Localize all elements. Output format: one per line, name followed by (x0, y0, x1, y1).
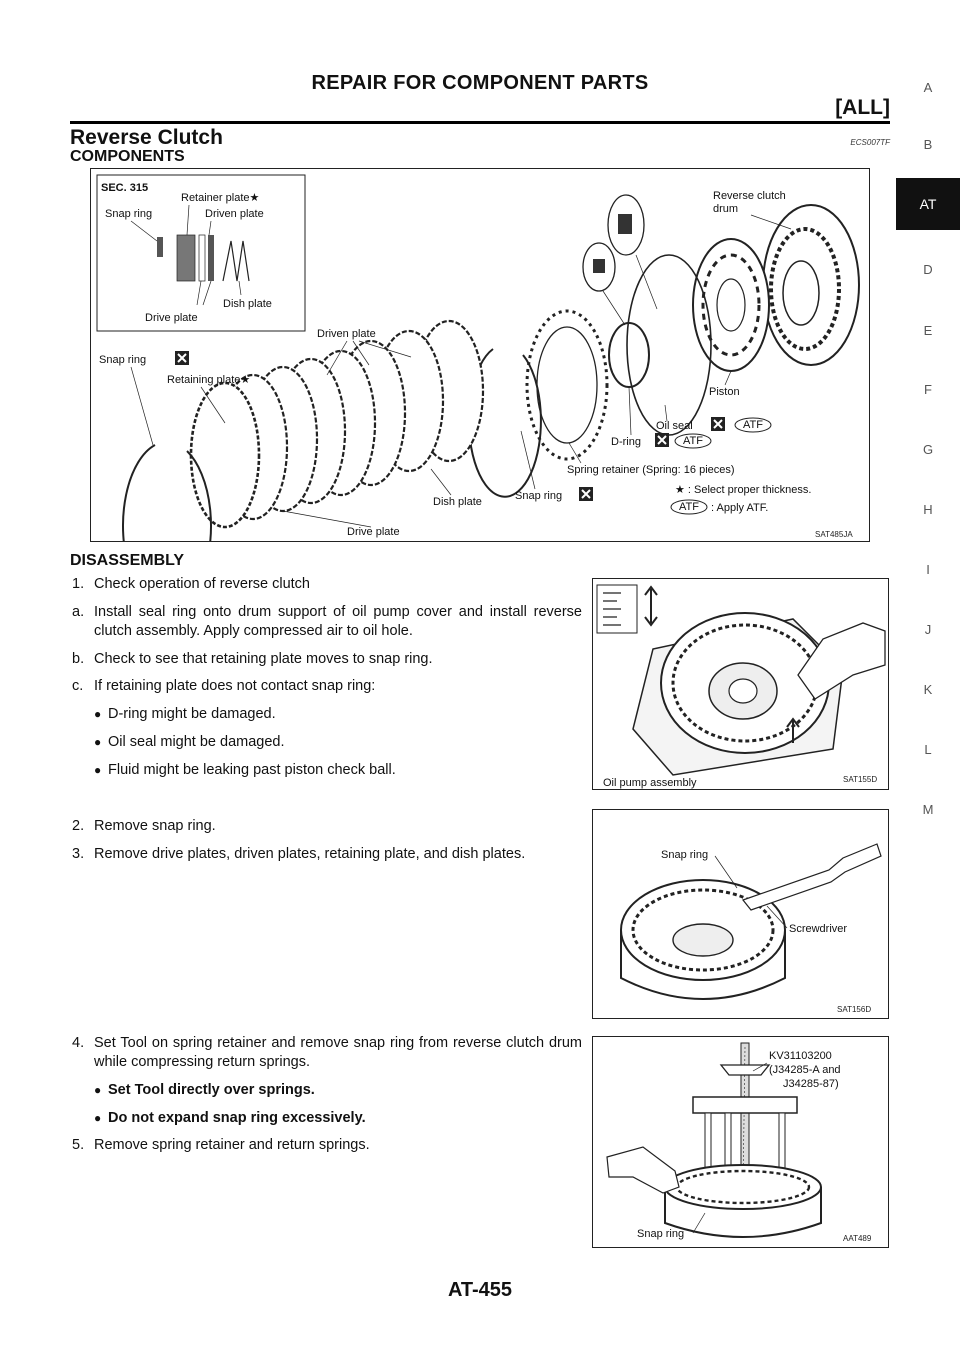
inset-drive-plate-label: Drive plate (145, 312, 198, 324)
side-index-e[interactable]: E (923, 323, 933, 338)
disassembly-heading: DISASSEMBLY (70, 552, 185, 569)
side-index-l[interactable]: L (924, 742, 932, 757)
tool-number-label-3: J34285-87) (783, 1078, 839, 1090)
side-index-i[interactable]: I (926, 562, 930, 577)
bullet-icon: ● (94, 1110, 102, 1125)
legend-atf-badge: ATF (679, 501, 699, 513)
dish-plate-label: Dish plate (433, 496, 482, 508)
bullet-d-ring: ● D-ring might be damaged. (94, 706, 276, 723)
page-number: AT-455 (447, 1279, 513, 1301)
legend-star: ★ : Select proper thickness. (675, 484, 812, 496)
side-index-at[interactable]: AT (896, 178, 960, 230)
snap-ring-bottom-label: Snap ring (515, 490, 563, 502)
side-index-g[interactable]: G (922, 442, 934, 457)
step-2: 2. Remove snap ring. (72, 818, 216, 834)
tool-figure-code: AAT489 (843, 1234, 872, 1243)
bullet-oil-seal: ● Oil seal might be damaged. (94, 734, 285, 751)
piston-label: Piston (709, 386, 740, 398)
inset-snap-ring-label: Snap ring (105, 208, 153, 220)
step-3: 3. Remove drive plates, driven plates, retaining plate, and dish plates. (72, 845, 526, 862)
drum-label-1: Reverse clutch (713, 190, 786, 202)
bullet-set-tool: ● Set Tool directly over springs. (94, 1081, 315, 1098)
side-index-a[interactable]: A (923, 80, 933, 95)
oil-pump-label: Oil pump assembly (603, 777, 697, 789)
side-index-h[interactable]: H (923, 502, 933, 517)
step-5: 5. Remove spring retainer and return springs. (72, 1137, 370, 1154)
step-4: 4. Set Tool on spring retainer and remove snap ring from reverse clutch drum while compressing return springs. (72, 1035, 582, 1070)
side-index-m[interactable]: M (922, 802, 934, 817)
disassembly-steps-1 (72, 575, 582, 789)
bullet-fluid-leak: ● Fluid might be leaking past piston check ball. (94, 761, 396, 778)
figure-code: SAT485JA (815, 530, 853, 539)
spring-retainer-label: Spring retainer (Spring: 16 pieces) (567, 464, 735, 476)
bullet-icon: ● (94, 735, 102, 750)
step-1b: b. Check to see that retaining plate moves to snap ring. (72, 650, 433, 667)
side-index-j[interactable]: J (924, 622, 932, 637)
oil-pump-drawing (593, 579, 888, 789)
oil-seal-label: Oil seal (656, 420, 693, 432)
side-index-f[interactable]: F (924, 382, 932, 397)
drum-label-2: drum (713, 203, 739, 215)
oil-pump-figure-code: SAT155D (843, 775, 878, 784)
section-tag: [ALL] (835, 96, 890, 119)
section-title: Reverse Clutch (70, 126, 223, 149)
bullet-icon: ● (94, 1082, 102, 1097)
page-header-title: REPAIR FOR COMPONENT PARTS (311, 72, 649, 94)
snap-ring-drawing (593, 810, 888, 1018)
tool-figure (592, 1036, 889, 1248)
header-rule (70, 121, 890, 124)
screwdriver-label: Screwdriver (789, 923, 848, 935)
sec-label: SEC. 315 (101, 182, 149, 194)
legend-atf: : Apply ATF. (711, 502, 769, 514)
bullet-icon: ● (94, 762, 102, 777)
inset-dish-plate-label: Dish plate (223, 298, 272, 310)
exploded-view-drawing (91, 169, 869, 541)
driven-plate-label: Driven plate (317, 328, 376, 340)
oil-pump-figure (592, 578, 889, 790)
tool-number-label-2: (J34285-A and (769, 1064, 841, 1076)
snap-ring-label: Snap ring (661, 849, 709, 861)
step-1: 1. Check operation of reverse clutch (72, 576, 310, 592)
side-index (896, 80, 960, 960)
tool-number-label: KV31103200 (769, 1050, 832, 1062)
disassembly-steps-2 (72, 817, 582, 873)
inset-retainer-plate-label: Retainer plate★ (181, 192, 260, 204)
atf-badge-d-ring: ATF (683, 435, 703, 447)
components-heading: COMPONENTS (70, 148, 185, 165)
tool-snap-ring-label: Snap ring (637, 1228, 685, 1240)
step-1a: a. Install seal ring onto drum support of oil pump cover and install reverse clutch assembly. Apply compressed air to oil hole. (72, 603, 582, 639)
snap-ring-left-label: Snap ring (99, 354, 147, 366)
retaining-plate-label: Retaining plate★ (167, 374, 251, 386)
side-index-d[interactable]: D (923, 262, 933, 277)
side-index-k[interactable]: K (923, 682, 933, 697)
inset-driven-plate-label: Driven plate (205, 208, 264, 220)
bullet-icon: ● (94, 707, 102, 722)
bullet-snap-ring: ● Do not expand snap ring excessively. (94, 1109, 366, 1126)
snap-ring-figure-code: SAT156D (837, 1005, 872, 1014)
snap-ring-figure (592, 809, 889, 1019)
section-code: ECS007TF (850, 138, 890, 147)
step-1c: c. If retaining plate does not contact snap ring: (72, 678, 376, 695)
atf-badge-oil-seal: ATF (743, 419, 763, 431)
tool-drawing (593, 1037, 888, 1247)
side-index-b[interactable]: B (923, 137, 933, 152)
disassembly-steps-3 (72, 1034, 582, 1164)
drive-plate-label: Drive plate (347, 526, 400, 538)
d-ring-label: D-ring (611, 436, 641, 448)
components-figure (90, 168, 870, 542)
